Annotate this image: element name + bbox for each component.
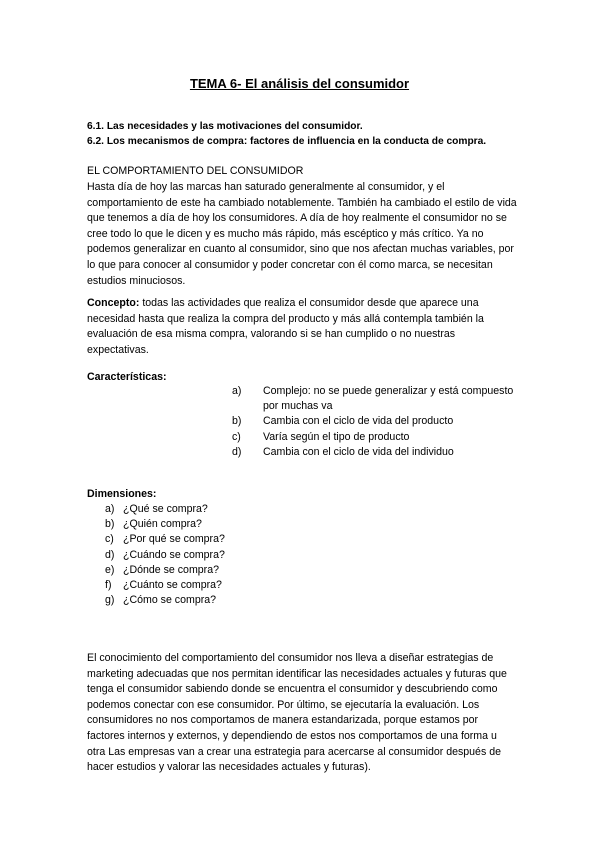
concepto-label: Concepto:	[87, 297, 140, 309]
section-heading: EL COMPORTAMIENTO DEL CONSUMIDOR	[87, 165, 304, 177]
list-marker: a)	[232, 385, 242, 397]
closing-paragraph: El conocimiento del comportamiento del consumidor nos lleva a diseñar estrategias de marketing adecuadas que nos permitan identificar las necesidades actuales y futuras que tenga el consumidor sabiendo donde se encuentra el consumidor y descubriendo como podemos conectar con ese consumidor. Por último, se ejecutaría la evaluación. Los consumidores no nos comportamos de manera estandarizada, porque estamos por factores internos y externos, y dependiendo de estos nos comportamos de una forma u otra Las empresas van a crear una estrategia para acercarse al consumidor después de hacer estudios y valorar las necesidades actuales y futuras).	[87, 652, 507, 774]
list-item-text: ¿Cuándo se compra?	[123, 548, 225, 561]
caracteristicas-heading: Características:	[87, 371, 167, 383]
list-item	[105, 593, 305, 608]
list-marker: b)	[232, 415, 242, 428]
list-item	[232, 430, 522, 445]
list-item-text: Cambia con el ciclo de vida del individuo	[263, 445, 454, 458]
list-marker: c)	[105, 533, 114, 546]
list-item	[232, 445, 522, 460]
list-item-text: Cambia con el ciclo de vida del producto	[263, 415, 454, 428]
list-marker: a)	[105, 503, 115, 515]
dimensiones-list	[105, 502, 305, 608]
concepto-paragraph	[87, 296, 517, 358]
list-marker: e)	[105, 563, 115, 576]
list-item-text: ¿Cuánto se compra?	[123, 579, 222, 592]
list-item-text: ¿Por qué se compra?	[123, 533, 225, 546]
list-marker: b)	[105, 518, 115, 531]
list-item-text: ¿Qué se compra?	[123, 503, 208, 515]
dimensiones-heading: Dimensiones:	[87, 488, 157, 500]
list-marker: g)	[105, 594, 115, 607]
list-item-text: ¿Quién compra?	[123, 518, 202, 531]
subtitle-6-1: 6.1. Las necesidades y las motivaciones del consumidor.	[87, 121, 363, 132]
list-item	[105, 563, 305, 578]
intro-paragraph: Hasta día de hoy las marcas han saturado generalmente al consumidor, y el comportamiento de este ha cambiado notablemente. También ha cambiado el estilo de vida que tenemos a día de hoy los consumidores. A día de hoy realmente el consumidor no se cree todo lo que le dicen y es mucho más rápido, más escéptico y más crítico. Ya no podemos generalizar en cuanto al consumidor, sino que nos afectan muchas variables, por lo que para conocer al consumidor y poder concretar con él como marca, se necesitan estudios minuciosos.	[87, 181, 517, 287]
list-item-text: Varía según el tipo de producto	[263, 430, 410, 443]
list-item	[105, 517, 305, 532]
list-marker: d)	[232, 445, 242, 458]
concepto-text: todas las actividades que realiza el consumidor desde que aparece una necesidad hasta que realiza la compra del producto y más allá contempla también la evaluación de esa misma compra, valorando si se han cumplido o no nuestras expectativas.	[87, 297, 484, 356]
list-item	[232, 414, 522, 429]
document-title: TEMA 6- El análisis del consumidor	[189, 76, 410, 91]
list-item-text: Complejo: no se puede generalizar y está compuesto por muchas va	[263, 385, 514, 413]
caracteristicas-list	[232, 384, 522, 460]
list-item-text: ¿Dónde se compra?	[123, 563, 219, 576]
subtitle-6-2: 6.2. Los mecanismos de compra: factores de influencia en la conducta de compra.	[87, 136, 487, 147]
list-item	[105, 578, 305, 593]
list-item	[105, 502, 305, 517]
list-marker: f)	[105, 579, 112, 592]
list-marker: c)	[232, 430, 241, 443]
list-item	[232, 384, 522, 414]
list-item	[105, 532, 305, 547]
list-marker: d)	[105, 548, 115, 561]
list-item	[105, 548, 305, 563]
list-item-text: ¿Cómo se compra?	[123, 594, 217, 607]
